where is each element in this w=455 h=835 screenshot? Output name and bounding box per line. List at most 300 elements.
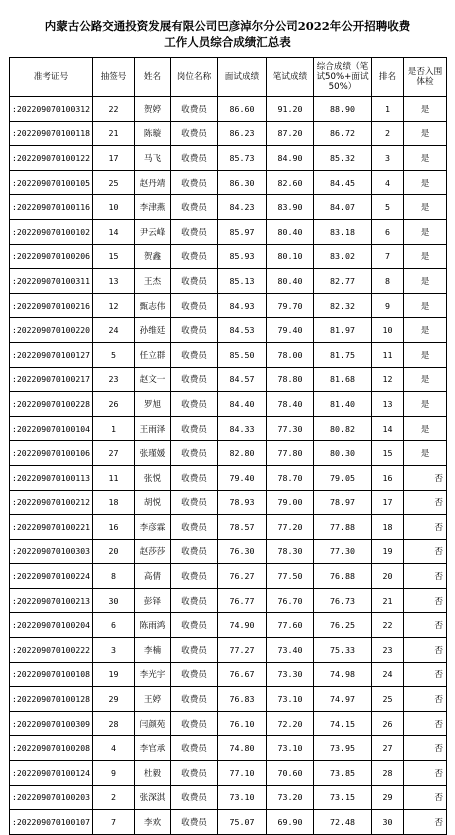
draw-number-cell: 8 xyxy=(93,564,135,589)
name-cell: 甄志伟 xyxy=(135,293,171,318)
name-cell: 赵丹靖 xyxy=(135,170,171,195)
ticket-cell: :202209070100116 xyxy=(10,195,93,220)
header-written: 笔试成绩 xyxy=(267,58,314,97)
ticket-cell: :202209070100228 xyxy=(10,392,93,417)
physical-exam-cell: 是 xyxy=(404,392,447,417)
header-draw: 抽签号 xyxy=(93,58,135,97)
written-score-cell: 78.30 xyxy=(267,539,314,564)
written-score-cell: 73.20 xyxy=(267,785,314,810)
name-cell: 彭铎 xyxy=(135,588,171,613)
physical-exam-cell: 否 xyxy=(404,588,447,613)
draw-number-cell: 7 xyxy=(93,810,135,835)
rank-cell: 28 xyxy=(372,761,404,786)
physical-exam-cell: 否 xyxy=(404,711,447,736)
draw-number-cell: 4 xyxy=(93,736,135,761)
draw-number-cell: 28 xyxy=(93,711,135,736)
rank-cell: 9 xyxy=(372,293,404,318)
name-cell: 李官承 xyxy=(135,736,171,761)
title-line-2: 工作人员综合成绩汇总表 xyxy=(164,35,291,49)
interview-score-cell: 77.27 xyxy=(218,638,267,663)
name-cell: 王婷 xyxy=(135,687,171,712)
draw-number-cell: 17 xyxy=(93,146,135,171)
physical-exam-cell: 是 xyxy=(404,219,447,244)
position-cell: 收费员 xyxy=(171,318,218,343)
interview-score-cell: 76.30 xyxy=(218,539,267,564)
position-cell: 收费员 xyxy=(171,638,218,663)
physical-exam-cell: 是 xyxy=(404,121,447,146)
physical-exam-cell: 是 xyxy=(404,293,447,318)
ticket-cell: :202209070100105 xyxy=(10,170,93,195)
rank-cell: 7 xyxy=(372,244,404,269)
rank-cell: 14 xyxy=(372,416,404,441)
ticket-cell: :202209070100127 xyxy=(10,342,93,367)
name-cell: 贺鑫 xyxy=(135,244,171,269)
ticket-cell: :202209070100122 xyxy=(10,146,93,171)
written-score-cell: 77.50 xyxy=(267,564,314,589)
composite-score-cell: 74.98 xyxy=(314,662,372,687)
draw-number-cell: 26 xyxy=(93,392,135,417)
draw-number-cell: 25 xyxy=(93,170,135,195)
draw-number-cell: 5 xyxy=(93,342,135,367)
composite-score-cell: 74.15 xyxy=(314,711,372,736)
rank-cell: 4 xyxy=(372,170,404,195)
interview-score-cell: 75.07 xyxy=(218,810,267,835)
name-cell: 张深淇 xyxy=(135,785,171,810)
rank-cell: 2 xyxy=(372,121,404,146)
ticket-cell: :202209070100216 xyxy=(10,293,93,318)
name-cell: 孙维廷 xyxy=(135,318,171,343)
composite-score-cell: 83.02 xyxy=(314,244,372,269)
interview-score-cell: 84.23 xyxy=(218,195,267,220)
written-score-cell: 78.80 xyxy=(267,367,314,392)
draw-number-cell: 24 xyxy=(93,318,135,343)
rank-cell: 23 xyxy=(372,638,404,663)
physical-exam-cell: 否 xyxy=(404,613,447,638)
interview-score-cell: 76.27 xyxy=(218,564,267,589)
table-row xyxy=(10,662,447,687)
composite-score-cell: 77.88 xyxy=(314,515,372,540)
interview-score-cell: 77.10 xyxy=(218,761,267,786)
header-rank: 排名 xyxy=(372,58,404,97)
title-line-1: 内蒙古公路交通投资发展有限公司巴彦淖尔分公司2022年公开招聘收费 xyxy=(44,19,411,33)
interview-score-cell: 76.67 xyxy=(218,662,267,687)
ticket-cell: :202209070100106 xyxy=(10,441,93,466)
position-cell: 收费员 xyxy=(171,490,218,515)
rank-cell: 19 xyxy=(372,539,404,564)
written-score-cell: 77.30 xyxy=(267,416,314,441)
position-cell: 收费员 xyxy=(171,392,218,417)
position-cell: 收费员 xyxy=(171,588,218,613)
ticket-cell: :202209070100206 xyxy=(10,244,93,269)
written-score-cell: 80.10 xyxy=(267,244,314,269)
written-score-cell: 77.80 xyxy=(267,441,314,466)
physical-exam-cell: 否 xyxy=(404,687,447,712)
composite-score-cell: 80.30 xyxy=(314,441,372,466)
position-cell: 收费员 xyxy=(171,613,218,638)
rank-cell: 15 xyxy=(372,441,404,466)
position-cell: 收费员 xyxy=(171,465,218,490)
table-row xyxy=(10,342,447,367)
written-score-cell: 73.10 xyxy=(267,687,314,712)
written-score-cell: 91.20 xyxy=(267,97,314,122)
position-cell: 收费员 xyxy=(171,515,218,540)
composite-score-cell: 74.97 xyxy=(314,687,372,712)
ticket-cell: :202209070100208 xyxy=(10,736,93,761)
header-name: 姓名 xyxy=(135,58,171,97)
physical-exam-cell: 否 xyxy=(404,662,447,687)
ticket-cell: :202209070100303 xyxy=(10,539,93,564)
rank-cell: 22 xyxy=(372,613,404,638)
ticket-cell: :202209070100309 xyxy=(10,711,93,736)
physical-exam-cell: 否 xyxy=(404,785,447,810)
physical-exam-cell: 否 xyxy=(404,515,447,540)
draw-number-cell: 29 xyxy=(93,687,135,712)
interview-score-cell: 74.80 xyxy=(218,736,267,761)
position-cell: 收费员 xyxy=(171,441,218,466)
physical-exam-cell: 否 xyxy=(404,490,447,515)
table-row xyxy=(10,146,447,171)
position-cell: 收费员 xyxy=(171,367,218,392)
name-cell: 张悦 xyxy=(135,465,171,490)
composite-score-cell: 73.85 xyxy=(314,761,372,786)
table-row xyxy=(10,244,447,269)
ticket-cell: :202209070100212 xyxy=(10,490,93,515)
interview-score-cell: 84.93 xyxy=(218,293,267,318)
written-score-cell: 78.40 xyxy=(267,392,314,417)
composite-score-cell: 86.72 xyxy=(314,121,372,146)
physical-exam-cell: 是 xyxy=(404,97,447,122)
written-score-cell: 83.90 xyxy=(267,195,314,220)
composite-score-cell: 85.32 xyxy=(314,146,372,171)
composite-score-cell: 81.40 xyxy=(314,392,372,417)
ticket-cell: :202209070100124 xyxy=(10,761,93,786)
table-row xyxy=(10,687,447,712)
name-cell: 李津燕 xyxy=(135,195,171,220)
position-cell: 收费员 xyxy=(171,761,218,786)
ticket-cell: :202209070100118 xyxy=(10,121,93,146)
position-cell: 收费员 xyxy=(171,269,218,294)
written-score-cell: 70.60 xyxy=(267,761,314,786)
rank-cell: 12 xyxy=(372,367,404,392)
position-cell: 收费员 xyxy=(171,416,218,441)
written-score-cell: 73.10 xyxy=(267,736,314,761)
composite-score-cell: 83.18 xyxy=(314,219,372,244)
draw-number-cell: 21 xyxy=(93,121,135,146)
name-cell: 任立群 xyxy=(135,342,171,367)
written-score-cell: 82.60 xyxy=(267,170,314,195)
name-cell: 李欢 xyxy=(135,810,171,835)
document-title xyxy=(0,18,455,50)
table-row xyxy=(10,539,447,564)
ticket-cell: :202209070100213 xyxy=(10,588,93,613)
rank-cell: 18 xyxy=(372,515,404,540)
interview-score-cell: 84.40 xyxy=(218,392,267,417)
physical-exam-cell: 是 xyxy=(404,367,447,392)
ticket-cell: :202209070100217 xyxy=(10,367,93,392)
name-cell: 闫颜苑 xyxy=(135,711,171,736)
table-row xyxy=(10,613,447,638)
physical-exam-cell: 否 xyxy=(404,465,447,490)
name-cell: 杜毅 xyxy=(135,761,171,786)
composite-score-cell: 84.07 xyxy=(314,195,372,220)
table-row xyxy=(10,465,447,490)
draw-number-cell: 30 xyxy=(93,588,135,613)
interview-score-cell: 76.77 xyxy=(218,588,267,613)
interview-score-cell: 82.80 xyxy=(218,441,267,466)
physical-exam-cell: 是 xyxy=(404,441,447,466)
position-cell: 收费员 xyxy=(171,785,218,810)
table-row xyxy=(10,416,447,441)
composite-score-cell: 81.97 xyxy=(314,318,372,343)
rank-cell: 21 xyxy=(372,588,404,613)
header-ticket: 准考证号 xyxy=(10,58,93,97)
rank-cell: 8 xyxy=(372,269,404,294)
name-cell: 尹云峰 xyxy=(135,219,171,244)
table-row xyxy=(10,638,447,663)
position-cell: 收费员 xyxy=(171,195,218,220)
results-table xyxy=(9,57,447,835)
rank-cell: 17 xyxy=(372,490,404,515)
header-interview: 面试成绩 xyxy=(218,58,267,97)
table-row xyxy=(10,318,447,343)
table-row xyxy=(10,219,447,244)
interview-score-cell: 84.57 xyxy=(218,367,267,392)
ticket-cell: :202209070100222 xyxy=(10,638,93,663)
name-cell: 高倩 xyxy=(135,564,171,589)
physical-exam-cell: 是 xyxy=(404,416,447,441)
table-row xyxy=(10,121,447,146)
header-composite: 综合成绩（笔试50%+面试50%） xyxy=(314,58,372,97)
written-score-cell: 79.00 xyxy=(267,490,314,515)
draw-number-cell: 15 xyxy=(93,244,135,269)
table-row xyxy=(10,392,447,417)
ticket-cell: :202209070100204 xyxy=(10,613,93,638)
physical-exam-cell: 是 xyxy=(404,195,447,220)
draw-number-cell: 20 xyxy=(93,539,135,564)
composite-score-cell: 78.97 xyxy=(314,490,372,515)
interview-score-cell: 84.53 xyxy=(218,318,267,343)
composite-score-cell: 75.33 xyxy=(314,638,372,663)
rank-cell: 1 xyxy=(372,97,404,122)
written-score-cell: 73.30 xyxy=(267,662,314,687)
table-row xyxy=(10,97,447,122)
draw-number-cell: 3 xyxy=(93,638,135,663)
physical-exam-cell: 否 xyxy=(404,761,447,786)
written-score-cell: 80.40 xyxy=(267,269,314,294)
composite-score-cell: 77.30 xyxy=(314,539,372,564)
rank-cell: 24 xyxy=(372,662,404,687)
written-score-cell: 77.60 xyxy=(267,613,314,638)
table-row xyxy=(10,195,447,220)
draw-number-cell: 12 xyxy=(93,293,135,318)
table-header-row xyxy=(10,58,447,97)
draw-number-cell: 6 xyxy=(93,613,135,638)
name-cell: 陈雨鸿 xyxy=(135,613,171,638)
table-row xyxy=(10,515,447,540)
written-score-cell: 84.90 xyxy=(267,146,314,171)
rank-cell: 26 xyxy=(372,711,404,736)
table-row xyxy=(10,785,447,810)
ticket-cell: :20220907010031​2 xyxy=(10,97,93,122)
composite-score-cell: 81.75 xyxy=(314,342,372,367)
name-cell: 马飞 xyxy=(135,146,171,171)
ticket-cell: :202209070100203 xyxy=(10,785,93,810)
written-score-cell: 79.40 xyxy=(267,318,314,343)
ticket-cell: :202209070100128 xyxy=(10,687,93,712)
composite-score-cell: 82.77 xyxy=(314,269,372,294)
rank-cell: 13 xyxy=(372,392,404,417)
position-cell: 收费员 xyxy=(171,736,218,761)
position-cell: 收费员 xyxy=(171,687,218,712)
name-cell: 李楠 xyxy=(135,638,171,663)
table-row xyxy=(10,170,447,195)
table-row xyxy=(10,588,447,613)
written-score-cell: 87.20 xyxy=(267,121,314,146)
composite-score-cell: 82.32 xyxy=(314,293,372,318)
table-row xyxy=(10,293,447,318)
physical-exam-cell: 是 xyxy=(404,318,447,343)
position-cell: 收费员 xyxy=(171,97,218,122)
ticket-cell: :202209070100311 xyxy=(10,269,93,294)
physical-exam-cell: 否 xyxy=(404,736,447,761)
ticket-cell: :202209070100113 xyxy=(10,465,93,490)
table-row xyxy=(10,711,447,736)
composite-score-cell: 80.82 xyxy=(314,416,372,441)
interview-score-cell: 85.93 xyxy=(218,244,267,269)
physical-exam-cell: 否 xyxy=(404,564,447,589)
composite-score-cell: 81.68 xyxy=(314,367,372,392)
name-cell: 李彦霖 xyxy=(135,515,171,540)
header-position: 岗位名称 xyxy=(171,58,218,97)
name-cell: 赵莎莎 xyxy=(135,539,171,564)
interview-score-cell: 85.13 xyxy=(218,269,267,294)
table-body xyxy=(10,97,447,835)
table-row xyxy=(10,441,447,466)
name-cell: 陈璇 xyxy=(135,121,171,146)
ticket-cell: :202209070100221 xyxy=(10,515,93,540)
rank-cell: 5 xyxy=(372,195,404,220)
written-score-cell: 73.40 xyxy=(267,638,314,663)
draw-number-cell: 22 xyxy=(93,97,135,122)
draw-number-cell: 2 xyxy=(93,785,135,810)
composite-score-cell: 76.25 xyxy=(314,613,372,638)
rank-cell: 20 xyxy=(372,564,404,589)
name-cell: 罗旭 xyxy=(135,392,171,417)
physical-exam-cell: 否 xyxy=(404,638,447,663)
physical-exam-cell: 是 xyxy=(404,269,447,294)
composite-score-cell: 76.73 xyxy=(314,588,372,613)
written-score-cell: 78.00 xyxy=(267,342,314,367)
table-row xyxy=(10,269,447,294)
rank-cell: 25 xyxy=(372,687,404,712)
physical-exam-cell: 否 xyxy=(404,539,447,564)
name-cell: 胡悦 xyxy=(135,490,171,515)
ticket-cell: :202209070100220 xyxy=(10,318,93,343)
position-cell: 收费员 xyxy=(171,711,218,736)
position-cell: 收费员 xyxy=(171,564,218,589)
interview-score-cell: 76.83 xyxy=(218,687,267,712)
physical-exam-cell: 是 xyxy=(404,244,447,269)
interview-score-cell: 85.73 xyxy=(218,146,267,171)
composite-score-cell: 84.45 xyxy=(314,170,372,195)
draw-number-cell: 10 xyxy=(93,195,135,220)
draw-number-cell: 18 xyxy=(93,490,135,515)
written-score-cell: 77.20 xyxy=(267,515,314,540)
interview-score-cell: 74.90 xyxy=(218,613,267,638)
physical-exam-cell: 是 xyxy=(404,342,447,367)
written-score-cell: 78.70 xyxy=(267,465,314,490)
position-cell: 收费员 xyxy=(171,810,218,835)
written-score-cell: 72.20 xyxy=(267,711,314,736)
name-cell: 贺婷 xyxy=(135,97,171,122)
position-cell: 收费员 xyxy=(171,170,218,195)
composite-score-cell: 73.95 xyxy=(314,736,372,761)
position-cell: 收费员 xyxy=(171,244,218,269)
name-cell: 王雨泽 xyxy=(135,416,171,441)
draw-number-cell: 1 xyxy=(93,416,135,441)
table-row xyxy=(10,761,447,786)
draw-number-cell: 27 xyxy=(93,441,135,466)
rank-cell: 30 xyxy=(372,810,404,835)
ticket-cell: :202209070100108 xyxy=(10,662,93,687)
rank-cell: 3 xyxy=(372,146,404,171)
table-row xyxy=(10,367,447,392)
written-score-cell: 79.70 xyxy=(267,293,314,318)
composite-score-cell: 76.88 xyxy=(314,564,372,589)
rank-cell: 6 xyxy=(372,219,404,244)
interview-score-cell: 86.30 xyxy=(218,170,267,195)
draw-number-cell: 23 xyxy=(93,367,135,392)
draw-number-cell: 13 xyxy=(93,269,135,294)
position-cell: 收费员 xyxy=(171,293,218,318)
composite-score-cell: 79.05 xyxy=(314,465,372,490)
interview-score-cell: 78.93 xyxy=(218,490,267,515)
name-cell: 张瑾媛 xyxy=(135,441,171,466)
name-cell: 王杰 xyxy=(135,269,171,294)
draw-number-cell: 9 xyxy=(93,761,135,786)
header-physical: 是否入围体检 xyxy=(404,58,447,97)
rank-cell: 16 xyxy=(372,465,404,490)
physical-exam-cell: 否 xyxy=(404,810,447,835)
draw-number-cell: 14 xyxy=(93,219,135,244)
table-row xyxy=(10,736,447,761)
interview-score-cell: 85.97 xyxy=(218,219,267,244)
ticket-cell: :202209070100224 xyxy=(10,564,93,589)
name-cell: 李光宇 xyxy=(135,662,171,687)
position-cell: 收费员 xyxy=(171,121,218,146)
written-score-cell: 69.90 xyxy=(267,810,314,835)
written-score-cell: 80.40 xyxy=(267,219,314,244)
table-row xyxy=(10,490,447,515)
table-row xyxy=(10,564,447,589)
rank-cell: 27 xyxy=(372,736,404,761)
interview-score-cell: 86.23 xyxy=(218,121,267,146)
interview-score-cell: 85.50 xyxy=(218,342,267,367)
draw-number-cell: 19 xyxy=(93,662,135,687)
composite-score-cell: 73.15 xyxy=(314,785,372,810)
composite-score-cell: 72.48 xyxy=(314,810,372,835)
interview-score-cell: 73.10 xyxy=(218,785,267,810)
physical-exam-cell: 是 xyxy=(404,146,447,171)
rank-cell: 11 xyxy=(372,342,404,367)
interview-score-cell: 76.10 xyxy=(218,711,267,736)
interview-score-cell: 84.33 xyxy=(218,416,267,441)
ticket-cell: :202209070100104 xyxy=(10,416,93,441)
position-cell: 收费员 xyxy=(171,146,218,171)
position-cell: 收费员 xyxy=(171,539,218,564)
draw-number-cell: 11 xyxy=(93,465,135,490)
rank-cell: 10 xyxy=(372,318,404,343)
